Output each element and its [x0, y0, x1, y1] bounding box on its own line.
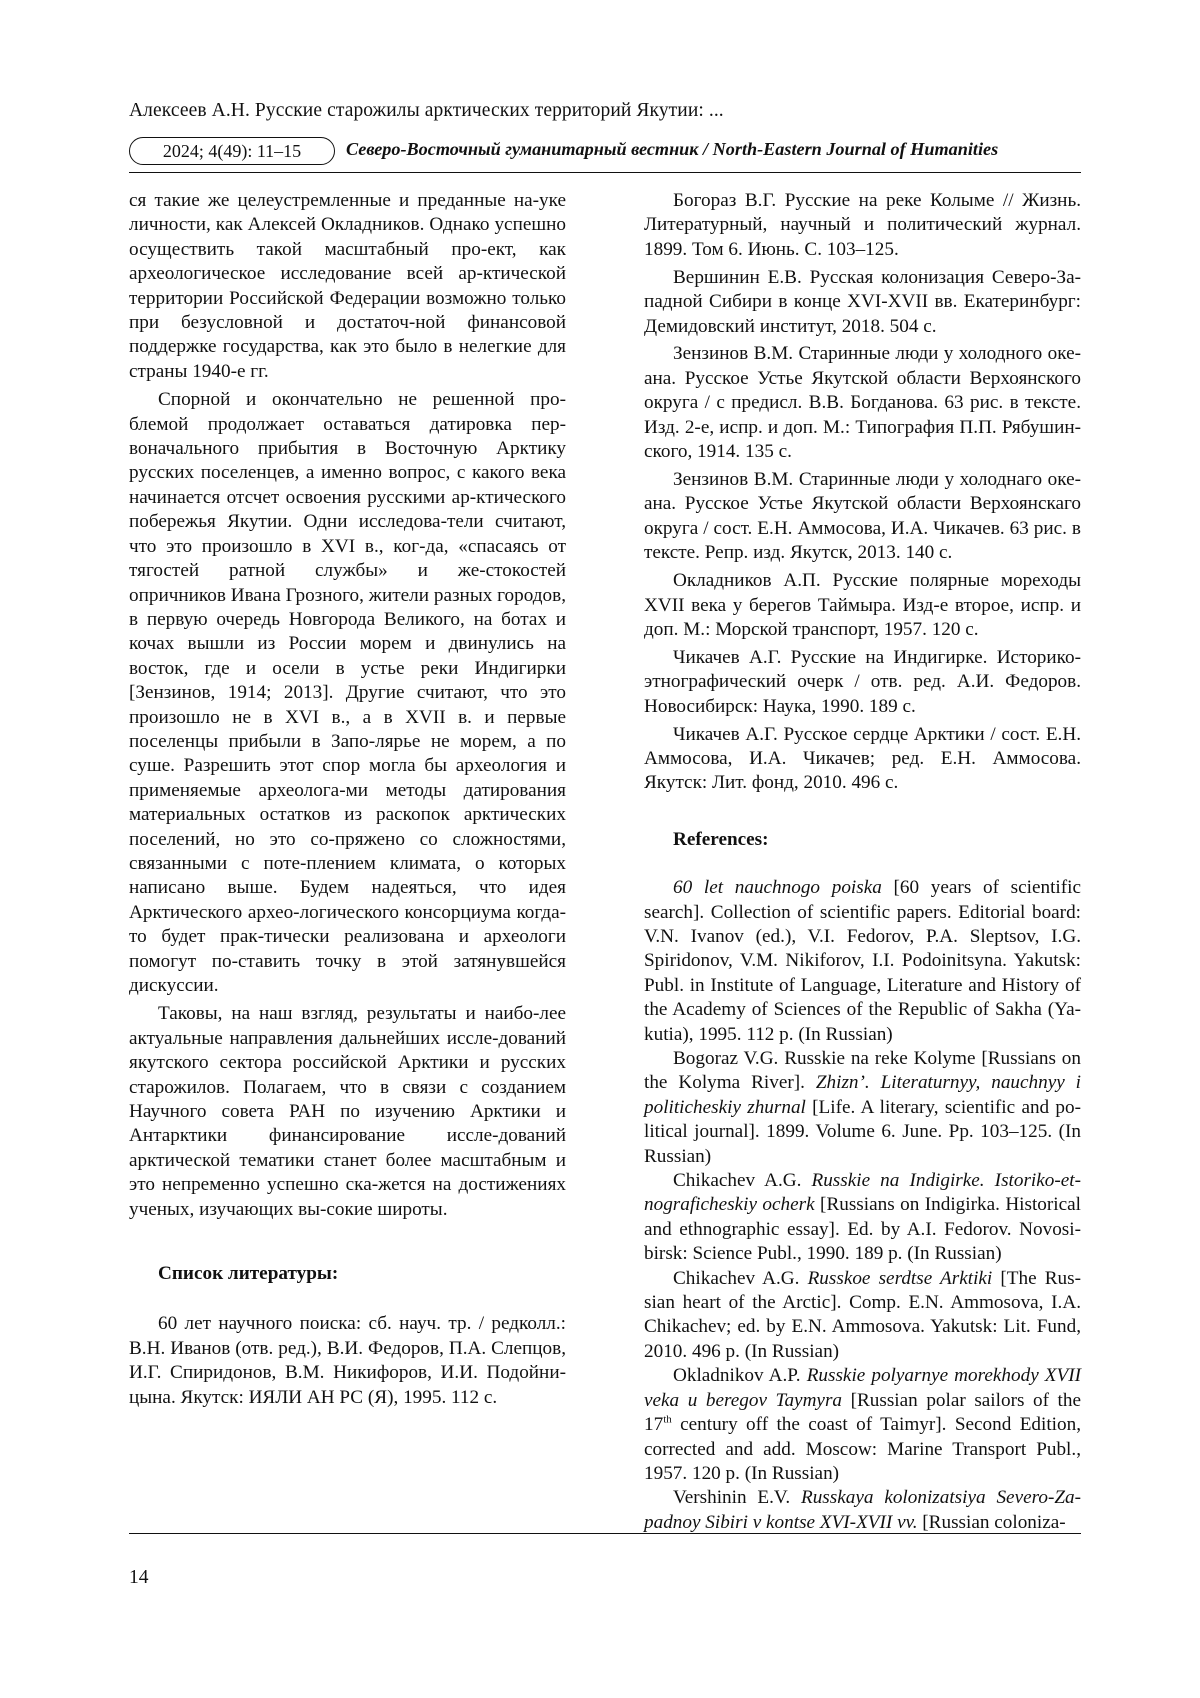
bibliography-entry: Зензинов В.М. Старинные люди у холоднаго оке-ана. Русское Устье Якутской области Верхоянскаго округа / сост. Е.Н. Аммосова, И.А. Чикачев. 63 рис. в тексте. Репр. изд. Якутск, 2013. 140 с.	[644, 468, 1081, 564]
reference-author: Bogoraz V.G. Russkie na reke Kolyme [Russians on the Kolyma River].	[644, 1048, 1081, 1094]
reference-entry	[644, 1364, 1081, 1486]
bibliography-entry: 60 лет научного поиска: сб. науч. тр. / редколл.: В.Н. Иванов (отв. ред.), В.И. Федоров, П.А. Слепцов, И.Г. Спиридонов, В.М. Никифоров, И.И. Подойни-цына. Якутск: ИЯЛИ АН РС (Я), 1995. 112 с.	[129, 1313, 566, 1408]
page-number: 14	[129, 1567, 149, 1588]
header-divider	[129, 172, 1081, 173]
reference-title: Russkoe serdtse Arktiki	[807, 1267, 993, 1289]
bibliography-heading: Список литературы:	[158, 1263, 339, 1285]
reference-author: Chikachev A.G.	[673, 1170, 812, 1192]
body-paragraph: Таковы, на наш взгляд, результаты и наибо-лее актуальные направления дальнейших иссле-дований якутского сектора российской Арктики и русских старожилов. Полагаем, что в связи с созданием Научного совета РАН по изучению Арктики и Антарктики финансирование иссле-дований арктической тематики станет более масштабным и это непременно успешно ска-жется на достижениях ученых, изучающих вы-сокие широты.	[129, 1003, 566, 1220]
reference-author: Okladnikov A.P.	[673, 1365, 807, 1387]
reference-entry	[644, 1047, 1081, 1169]
reference-author: Vershinin E.V.	[673, 1487, 801, 1509]
issue-badge: 2024; 4(49): 11–15	[129, 137, 335, 165]
reference-title: 60 let nauchnogo poiska	[673, 877, 882, 899]
reference-entry	[644, 1267, 1081, 1365]
references-heading: References:	[673, 828, 769, 850]
right-column	[644, 189, 1081, 1535]
bibliography-entry: Окладников А.П. Русские полярные мореходы XVII века у берегов Таймыра. Изд-е второе, испр. и доп. М.: Морской транспорт, 1957. 120 с.	[644, 570, 1081, 640]
reference-details: [Russian coloniza-	[917, 1511, 1066, 1533]
reference-details: [Russian polar sailors of the 17	[644, 1389, 1081, 1436]
reference-title: Russkie polyarnye morekhody XVII veka u beregov Taymyra	[644, 1365, 1082, 1411]
reference-details: [Life. A literary, scientific and po-litical journal]. 1899. Volume 6. June. Pp. 103–125. (In Russian)	[644, 1096, 1081, 1167]
reference-details: [Russians on Indigirka. Historical and ethnographic essay]. Ed. by A.I. Fedorov. Novosi-birsk: Science Publ., 1990. 189 p. (In Russian)	[644, 1194, 1081, 1265]
reference-title: Russkaya kolonizatsiya Severo-Za-padnoy Sibiri v kontse XVI-XVII vv.	[644, 1487, 1081, 1533]
bibliography-entry: Чикачев А.Г. Русское сердце Арктики / сост. Е.Н. Аммосова, И.А. Чикачев; ред. Е.Н. Аммосова. Якутск: Лит. фонд, 2010. 496 с.	[644, 723, 1081, 794]
reference-details: [60 years of scientific search]. Collection of scientific papers. Editorial board: V.N. Ivanov (ed.), V.I. Fedorov, P.A. Sleptsov, I.G. Spiridonov, V.M. Nikiforov, I.I. Podoinitsyna. Yakutsk: Publ. in Institute of Language, Literature and History of the Academy of Sciences of the Republic of Sakha (Ya-kutia), 1995. 112 p. (In Russian)	[644, 877, 1081, 1045]
reference-details: century off the coast of Taimyr]. Second Edition, corrected and add. Moscow: Marine Transport Publ., 1957. 120 p. (In Russian)	[644, 1414, 1081, 1484]
reference-title: Russkie na Indigirke. Istoriko-et-nograficheskiy ocherk	[644, 1170, 1081, 1216]
reference-author: Chikachev A.G.	[673, 1267, 808, 1289]
left-column	[129, 189, 566, 1410]
bibliography-entry: Богораз В.Г. Русские на реке Колыме // Жизнь. Литературный, научный и политический журнал. 1899. Том 6. Июнь. С. 103–125.	[644, 190, 1081, 260]
reference-details: [The Rus-sian heart of the Arctic]. Comp. E.N. Ammosova, I.A. Chikachev; ed. by E.N. Ammosova. Yakutsk: Lit. Fund, 2010. 496 p. (In Russian)	[644, 1267, 1081, 1362]
bibliography-entry: Зензинов В.М. Старинные люди у холодного оке-ана. Русское Устье Якутской области Верхоянского округа / с предисл. В.В. Богданова. 63 рис. в тексте. Изд. 2-е, испр. и доп. М.: Типография П.П. Рябушин-ского, 1914. 135 с.	[644, 343, 1081, 463]
reference-entry	[644, 876, 1081, 1047]
bibliography-entry: Вершинин Е.В. Русская колонизация Северо-За-падной Сибири в конце XVI-XVII вв. Екатеринбург: Демидовский институт, 2018. 504 с.	[644, 266, 1081, 337]
superscript: th	[663, 1413, 672, 1426]
journal-title: Северо-Восточный гуманитарный вестник / North-Eastern Journal of Humanities	[346, 139, 999, 159]
reference-entry	[644, 1486, 1081, 1535]
journal-header	[129, 137, 1081, 167]
body-paragraph: Спорной и окончательно не решенной про-блемой продолжает оставаться датировка пер-воначального прибытия в Восточную Арктику русских поселенцев, а именно вопрос, с какого века начинается отсчет освоения русскими ар-ктического побережья Якутии. Одни исследова-тели считают, что это произошло в XVI в., ког-да, «спасаясь от тягостей ратной службы» и же-стокостей опричников Ивана Грозного, жители разных городов, в первую очередь Новгорода Великого, на ботах и кочах вышли из России морем и двинулись на восток, где и осели в устье реки Индигирки [Зензинов, 1914; 2013]. Другие считают, что это произошло не в XVI в., а в XVII в. и первые поселенцы прибыли в Запо-лярье не морем, а по суше. Разрешить этот спор могла бы археология и применяемые археолога-ми методы датирования материальных остатков из раскопок арктических поселений, но это со-пряжено со сложностями, связанными с поте-плением климата, о которых написано выше. Будем надеяться, что идея Арктического архео-логического консорциума когда-то будет прак-тически реализована и археологи помогут по-ставить точку в этой затянувшейся дискуссии.	[129, 389, 566, 996]
footer-divider	[129, 1533, 1081, 1534]
reference-entry	[644, 1169, 1081, 1267]
running-title: Алексеев А.Н. Русские старожилы арктических территорий Якутии: ...	[129, 100, 724, 121]
reference-title: Zhizn’. Literaturnyy, nauchnyy i politicheskiy zhurnal	[644, 1072, 1081, 1118]
bibliography-entry: Чикачев А.Г. Русские на Индигирке. Историко-этнографический очерк / отв. ред. А.И. Федоров. Новосибирск: Наука, 1990. 189 с.	[644, 646, 1081, 717]
body-paragraph: ся такие же целеустремленные и преданные на-уке личности, как Алексей Окладников. Однако успешно осуществить такой масштабный про-ект, как археологическое исследование всей ар-ктической территории Российской Федерации возможно только при безусловной и достаточ-ной финансовой поддержке государства, как это было в нелегкие для страны 1940-е гг.	[129, 190, 566, 382]
